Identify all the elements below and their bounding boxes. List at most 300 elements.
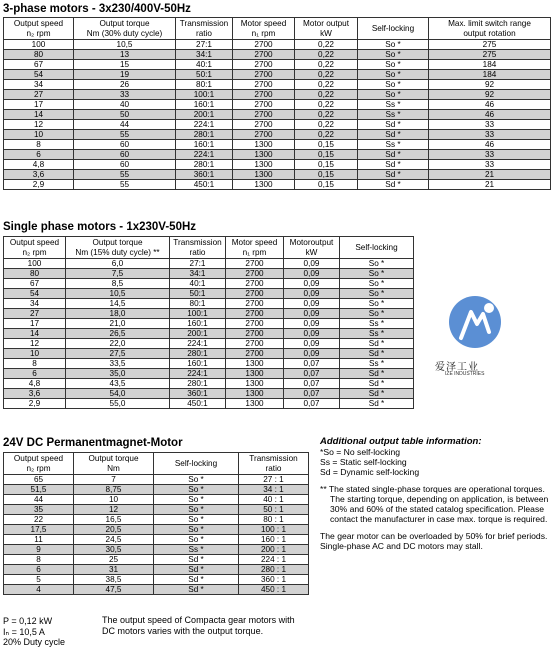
table-cell: So * bbox=[340, 259, 414, 269]
table-cell: 0,22 bbox=[295, 130, 358, 140]
table-cell: So * bbox=[154, 525, 239, 535]
header-line-1: Output torque bbox=[88, 454, 139, 463]
table-cell: 40 bbox=[74, 100, 176, 110]
table-cell: 26,5 bbox=[66, 329, 170, 339]
table-cell: 31 bbox=[74, 565, 154, 575]
info-line-so: *So = No self-locking bbox=[320, 447, 401, 457]
table-cell: 2700 bbox=[226, 299, 284, 309]
table-cell: 184 bbox=[429, 60, 551, 70]
table-cell: So * bbox=[340, 299, 414, 309]
table-cell: 50 bbox=[74, 110, 176, 120]
table-cell: 280:1 bbox=[176, 130, 233, 140]
table-cell: 0,22 bbox=[295, 60, 358, 70]
table-cell: 224:1 bbox=[170, 339, 226, 349]
table-row bbox=[4, 505, 309, 515]
header-line-2: kW bbox=[320, 28, 332, 38]
table-row bbox=[4, 180, 551, 190]
table-cell: Ss * bbox=[358, 140, 429, 150]
header-line-2: Nm (30% duty cycle) bbox=[86, 28, 163, 38]
table-cell: 10,5 bbox=[66, 289, 170, 299]
table-cell: 43,5 bbox=[66, 379, 170, 389]
table-cell: Sd * bbox=[358, 170, 429, 180]
table-cell: 33 bbox=[429, 120, 551, 130]
table-cell: 20,5 bbox=[74, 525, 154, 535]
table-cell: 2700 bbox=[233, 90, 295, 100]
header-line-1: Motor speed bbox=[231, 238, 278, 247]
table-row bbox=[4, 110, 551, 120]
table-cell: 15 bbox=[74, 60, 176, 70]
table-cell: 0,09 bbox=[284, 309, 340, 319]
table-cell: 360:1 bbox=[170, 389, 226, 399]
table-row bbox=[4, 389, 414, 399]
table-cell: 0,09 bbox=[284, 329, 340, 339]
single-phase-header-3 bbox=[226, 237, 284, 259]
table-cell: 2700 bbox=[226, 339, 284, 349]
table-cell: 55 bbox=[74, 130, 176, 140]
table-cell: Sd * bbox=[358, 120, 429, 130]
table-row bbox=[4, 495, 309, 505]
table-cell: 12 bbox=[74, 505, 154, 515]
three-phase-header-1 bbox=[74, 18, 176, 40]
table-cell: So * bbox=[154, 535, 239, 545]
table-cell: 0,22 bbox=[295, 50, 358, 60]
header-line-1: Motor speed bbox=[240, 19, 287, 28]
table-cell: 160:1 bbox=[170, 359, 226, 369]
table-row bbox=[4, 40, 551, 50]
table-cell: 450:1 bbox=[170, 399, 226, 409]
table-cell: 55 bbox=[74, 170, 176, 180]
table-cell: Sd * bbox=[154, 565, 239, 575]
table-row bbox=[4, 575, 309, 585]
header-line-2: n₂ rpm bbox=[26, 28, 51, 38]
table-cell: 33 bbox=[429, 130, 551, 140]
table-cell: 50 : 1 bbox=[239, 505, 309, 515]
table-cell: 33 bbox=[429, 150, 551, 160]
table-cell: 33 bbox=[74, 90, 176, 100]
table-cell: 3,6 bbox=[4, 170, 74, 180]
table-cell: Sd * bbox=[154, 585, 239, 595]
table-cell: So * bbox=[358, 60, 429, 70]
table-cell: 6,0 bbox=[66, 259, 170, 269]
dc-spec-duty: 20% Duty cycle bbox=[3, 637, 66, 647]
table-cell: 8,5 bbox=[66, 279, 170, 289]
torque-note: ** The stated single-phase torques are operational torques. The starting torque, depending on application, is between 30% and 60% of the stated catalog specification. Please contact the manufacturer in case max. torque is required. bbox=[320, 484, 549, 524]
table-cell: 2700 bbox=[233, 40, 295, 50]
three-phase-title: 3-phase motors - 3x230/400V-50Hz bbox=[3, 3, 191, 15]
table-cell: 21 bbox=[429, 180, 551, 190]
table-cell: Sd * bbox=[340, 349, 414, 359]
table-cell: So * bbox=[340, 279, 414, 289]
table-cell: 100:1 bbox=[170, 309, 226, 319]
table-cell: 22 bbox=[4, 515, 74, 525]
three-phase-header-4 bbox=[295, 18, 358, 40]
header-line-1: Self-locking bbox=[174, 458, 218, 468]
table-cell: 0,15 bbox=[295, 160, 358, 170]
table-cell: 0,22 bbox=[295, 120, 358, 130]
table-row bbox=[4, 475, 309, 485]
table-row bbox=[4, 585, 309, 595]
table-cell: Ss * bbox=[340, 359, 414, 369]
table-row bbox=[4, 299, 414, 309]
table-cell: 0,15 bbox=[295, 150, 358, 160]
table-cell: 0,09 bbox=[284, 279, 340, 289]
table-cell: So * bbox=[358, 40, 429, 50]
table-cell: 92 bbox=[429, 90, 551, 100]
overload-note: The gear motor can be overloaded by 50% for brief periods. Single-phase AC and DC motors may stall. bbox=[320, 531, 548, 551]
header-line-2: Nm (15% duty cycle) ** bbox=[75, 247, 160, 257]
three-phase-header-6 bbox=[429, 18, 551, 40]
table-cell: 60 bbox=[74, 150, 176, 160]
table-cell: 0,07 bbox=[284, 389, 340, 399]
table-cell: 46 bbox=[429, 140, 551, 150]
dc-motor-table bbox=[3, 452, 309, 595]
table-cell: 1300 bbox=[226, 369, 284, 379]
table-cell: 224:1 bbox=[170, 369, 226, 379]
dc-motor-header-0 bbox=[4, 453, 74, 475]
table-cell: 14 bbox=[4, 329, 66, 339]
table-cell: 1300 bbox=[226, 399, 284, 409]
ize-logo-icon bbox=[447, 292, 503, 352]
table-cell: 1300 bbox=[233, 180, 295, 190]
table-cell: 60 bbox=[74, 160, 176, 170]
table-row bbox=[4, 565, 309, 575]
dc-motor-header-2 bbox=[154, 453, 239, 475]
table-row bbox=[4, 329, 414, 339]
table-cell: 0,07 bbox=[284, 379, 340, 389]
table-cell: 2700 bbox=[233, 80, 295, 90]
table-cell: Sd * bbox=[340, 369, 414, 379]
table-cell: 17 bbox=[4, 100, 74, 110]
table-cell: 27 : 1 bbox=[239, 475, 309, 485]
three-phase-header-0 bbox=[4, 18, 74, 40]
table-cell: 10,5 bbox=[74, 40, 176, 50]
table-cell: Ss * bbox=[358, 110, 429, 120]
table-cell: So * bbox=[358, 50, 429, 60]
table-cell: 19 bbox=[74, 70, 176, 80]
table-cell: 6 bbox=[4, 150, 74, 160]
table-cell: 21,0 bbox=[66, 319, 170, 329]
table-row bbox=[4, 359, 414, 369]
table-cell: So * bbox=[154, 485, 239, 495]
table-cell: 10 bbox=[4, 349, 66, 359]
three-phase-header-5 bbox=[358, 18, 429, 40]
table-row bbox=[4, 140, 551, 150]
table-cell: 25 bbox=[74, 555, 154, 565]
table-row bbox=[4, 485, 309, 495]
dc-speed-note: The output speed of Compacta gear motors with DC motors varies with the output torque. bbox=[102, 615, 295, 636]
table-cell: 34:1 bbox=[170, 269, 226, 279]
table-cell: 224 : 1 bbox=[239, 555, 309, 565]
table-cell: 2700 bbox=[226, 259, 284, 269]
table-cell: 2,9 bbox=[4, 180, 74, 190]
table-row bbox=[4, 160, 551, 170]
header-line-2: Nm bbox=[107, 463, 120, 473]
info-block bbox=[320, 437, 552, 551]
table-cell: 0,15 bbox=[295, 170, 358, 180]
table-cell: 24,5 bbox=[74, 535, 154, 545]
table-cell: So * bbox=[340, 289, 414, 299]
table-cell: 2700 bbox=[226, 269, 284, 279]
table-cell: 16,5 bbox=[74, 515, 154, 525]
table-cell: 2700 bbox=[226, 329, 284, 339]
single-phase-header-2 bbox=[170, 237, 226, 259]
info-line-ss: Ss = Static self-locking bbox=[320, 457, 407, 467]
table-cell: 200:1 bbox=[176, 110, 233, 120]
table-cell: 2700 bbox=[233, 130, 295, 140]
logo-english-text: IZE INDUSTRIES bbox=[445, 371, 485, 377]
table-cell: 224:1 bbox=[176, 150, 233, 160]
table-cell: 100 bbox=[4, 40, 74, 50]
single-phase-header-4 bbox=[284, 237, 340, 259]
table-cell: 46 bbox=[429, 110, 551, 120]
table-cell: Sd * bbox=[358, 160, 429, 170]
table-row bbox=[4, 289, 414, 299]
table-cell: 0,22 bbox=[295, 90, 358, 100]
header-line-2: n₂ rpm bbox=[22, 247, 47, 257]
table-cell: Ss * bbox=[358, 100, 429, 110]
table-cell: 27 bbox=[4, 309, 66, 319]
table-cell: 14,5 bbox=[66, 299, 170, 309]
table-cell: 27,5 bbox=[66, 349, 170, 359]
table-cell: Ss * bbox=[340, 319, 414, 329]
table-cell: 160:1 bbox=[176, 140, 233, 150]
table-cell: Ss * bbox=[154, 545, 239, 555]
header-line-2: ratio bbox=[265, 463, 282, 473]
table-cell: 54,0 bbox=[66, 389, 170, 399]
table-cell: 1300 bbox=[233, 150, 295, 160]
table-cell: 21 bbox=[429, 170, 551, 180]
table-cell: 27:1 bbox=[170, 259, 226, 269]
table-cell: 2700 bbox=[226, 349, 284, 359]
table-row bbox=[4, 170, 551, 180]
table-cell: 0,07 bbox=[284, 399, 340, 409]
header-line-2: ratio bbox=[196, 28, 212, 38]
table-row bbox=[4, 339, 414, 349]
single-phase-table bbox=[3, 236, 414, 409]
table-cell: 4,8 bbox=[4, 160, 74, 170]
table-cell: 55,0 bbox=[66, 399, 170, 409]
header-line-1: Output speed bbox=[13, 454, 64, 463]
table-cell: So * bbox=[154, 475, 239, 485]
three-phase-header-2 bbox=[176, 18, 233, 40]
table-cell: 450:1 bbox=[176, 180, 233, 190]
single-phase-header-5 bbox=[340, 237, 414, 259]
table-row bbox=[4, 150, 551, 160]
logo-chinese-text: 爱泽工业 bbox=[435, 362, 479, 373]
header-line-1: Transmission bbox=[249, 454, 298, 463]
header-line-2: ratio bbox=[189, 247, 206, 257]
table-cell: 2700 bbox=[226, 309, 284, 319]
table-cell: 2700 bbox=[226, 289, 284, 299]
table-row bbox=[4, 120, 551, 130]
single-phase-header-1 bbox=[66, 237, 170, 259]
header-line-1: Max. limit switch range bbox=[448, 19, 531, 28]
table-cell: 51,5 bbox=[4, 485, 74, 495]
table-cell: 0,09 bbox=[284, 259, 340, 269]
table-cell: 1300 bbox=[226, 379, 284, 389]
single-phase-header-0 bbox=[4, 237, 66, 259]
table-cell: 280 : 1 bbox=[239, 565, 309, 575]
table-cell: 44 bbox=[4, 495, 74, 505]
table-cell: So * bbox=[358, 80, 429, 90]
table-cell: 0,22 bbox=[295, 100, 358, 110]
table-row bbox=[4, 130, 551, 140]
table-cell: Sd * bbox=[154, 575, 239, 585]
table-cell: 8 bbox=[4, 555, 74, 565]
table-cell: 6 bbox=[4, 565, 74, 575]
table-cell: 9 bbox=[4, 545, 74, 555]
dc-specs bbox=[3, 616, 65, 648]
table-cell: 46 bbox=[429, 100, 551, 110]
table-cell: 33,5 bbox=[66, 359, 170, 369]
table-cell: 10 bbox=[4, 130, 74, 140]
table-row bbox=[4, 60, 551, 70]
table-cell: 22,0 bbox=[66, 339, 170, 349]
table-cell: Sd * bbox=[340, 389, 414, 399]
table-cell: Sd * bbox=[358, 150, 429, 160]
table-cell: 2700 bbox=[226, 319, 284, 329]
table-cell: 1300 bbox=[233, 170, 295, 180]
table-cell: So * bbox=[340, 309, 414, 319]
table-row bbox=[4, 259, 414, 269]
table-cell: 275 bbox=[429, 40, 551, 50]
table-cell: 38,5 bbox=[74, 575, 154, 585]
header-line-2: n₁ rpm bbox=[251, 28, 276, 38]
table-cell: 3,6 bbox=[4, 389, 66, 399]
table-cell: 65 bbox=[4, 475, 74, 485]
table-cell: 1300 bbox=[226, 389, 284, 399]
table-cell: 100:1 bbox=[176, 90, 233, 100]
table-row bbox=[4, 379, 414, 389]
table-cell: 80 bbox=[4, 50, 74, 60]
table-cell: 67 bbox=[4, 279, 66, 289]
table-cell: 18,0 bbox=[66, 309, 170, 319]
dc-spec-power: P = 0,12 kW bbox=[3, 616, 53, 626]
table-cell: 2700 bbox=[233, 120, 295, 130]
table-cell: 0,09 bbox=[284, 299, 340, 309]
three-phase-table bbox=[3, 17, 551, 190]
header-line-2: n₁ rpm bbox=[242, 247, 267, 257]
header-line-1: Output speed bbox=[13, 19, 64, 28]
header-line-1: Output torque bbox=[99, 19, 150, 28]
table-cell: 47,5 bbox=[74, 585, 154, 595]
table-cell: 17,5 bbox=[4, 525, 74, 535]
table-cell: 1300 bbox=[233, 140, 295, 150]
table-cell: 100 bbox=[4, 259, 66, 269]
table-cell: 2700 bbox=[233, 70, 295, 80]
table-cell: 160:1 bbox=[176, 100, 233, 110]
header-line-2: n₂ rpm bbox=[26, 463, 51, 473]
table-cell: 160:1 bbox=[170, 319, 226, 329]
table-cell: 160 : 1 bbox=[239, 535, 309, 545]
table-row bbox=[4, 369, 414, 379]
table-cell: 280:1 bbox=[170, 379, 226, 389]
table-row bbox=[4, 50, 551, 60]
table-cell: 11 bbox=[4, 535, 74, 545]
dc-motor-header-1 bbox=[74, 453, 154, 475]
table-cell: 35 bbox=[4, 505, 74, 515]
single-phase-title: Single phase motors - 1x230V-50Hz bbox=[3, 221, 197, 233]
header-line-1: Transmission bbox=[173, 238, 222, 247]
table-cell: Ss * bbox=[340, 329, 414, 339]
table-cell: 0,09 bbox=[284, 339, 340, 349]
header-line-1: Self-locking bbox=[355, 242, 398, 252]
table-cell: 14 bbox=[4, 110, 74, 120]
table-cell: 6 bbox=[4, 369, 66, 379]
table-row bbox=[4, 70, 551, 80]
table-cell: So * bbox=[154, 505, 239, 515]
table-cell: 0,09 bbox=[284, 319, 340, 329]
info-heading: Additional output table information: bbox=[320, 436, 482, 447]
dc-motor-header-3 bbox=[239, 453, 309, 475]
table-cell: 5 bbox=[4, 575, 74, 585]
table-row bbox=[4, 555, 309, 565]
table-cell: 200:1 bbox=[170, 329, 226, 339]
table-cell: 8,75 bbox=[74, 485, 154, 495]
table-cell: 80:1 bbox=[170, 299, 226, 309]
header-line-2: output rotation bbox=[463, 28, 516, 38]
ize-logo bbox=[447, 292, 503, 352]
table-cell: 1300 bbox=[233, 160, 295, 170]
table-cell: Sd * bbox=[340, 339, 414, 349]
table-cell: So * bbox=[358, 90, 429, 100]
table-cell: Sd * bbox=[340, 399, 414, 409]
table-row bbox=[4, 319, 414, 329]
table-cell: 80:1 bbox=[176, 80, 233, 90]
table-cell: 67 bbox=[4, 60, 74, 70]
table-cell: 0,22 bbox=[295, 110, 358, 120]
table-cell: 60 bbox=[74, 140, 176, 150]
table-cell: 2,9 bbox=[4, 399, 66, 409]
table-row bbox=[4, 309, 414, 319]
table-cell: 4 bbox=[4, 585, 74, 595]
table-cell: 8 bbox=[4, 140, 74, 150]
table-cell: 2700 bbox=[233, 100, 295, 110]
table-cell: 184 bbox=[429, 70, 551, 80]
table-cell: 17 bbox=[4, 319, 66, 329]
table-cell: 7,5 bbox=[66, 269, 170, 279]
table-cell: 275 bbox=[429, 50, 551, 60]
table-cell: 40:1 bbox=[176, 60, 233, 70]
table-cell: 35,0 bbox=[66, 369, 170, 379]
table-cell: 100 : 1 bbox=[239, 525, 309, 535]
table-cell: 27 bbox=[4, 90, 74, 100]
table-cell: 280:1 bbox=[170, 349, 226, 359]
table-cell: So * bbox=[358, 70, 429, 80]
table-cell: 0,22 bbox=[295, 80, 358, 90]
table-row bbox=[4, 525, 309, 535]
table-cell: 0,22 bbox=[295, 70, 358, 80]
three-phase-header-3 bbox=[233, 18, 295, 40]
header-line-1: Motoroutput bbox=[289, 238, 334, 247]
header-line-1: Motor output bbox=[303, 19, 349, 28]
table-cell: 34:1 bbox=[176, 50, 233, 60]
table-cell: Sd * bbox=[340, 379, 414, 389]
table-cell: 1300 bbox=[226, 359, 284, 369]
table-row bbox=[4, 515, 309, 525]
table-cell: 80 : 1 bbox=[239, 515, 309, 525]
table-cell: 0,15 bbox=[295, 140, 358, 150]
table-cell: 2700 bbox=[226, 279, 284, 289]
table-cell: 2700 bbox=[233, 60, 295, 70]
table-cell: 7 bbox=[74, 475, 154, 485]
table-cell: 44 bbox=[74, 120, 176, 130]
table-cell: Sd * bbox=[154, 555, 239, 565]
table-row bbox=[4, 535, 309, 545]
table-cell: 34 bbox=[4, 80, 74, 90]
table-cell: 40 : 1 bbox=[239, 495, 309, 505]
table-cell: 12 bbox=[4, 120, 74, 130]
